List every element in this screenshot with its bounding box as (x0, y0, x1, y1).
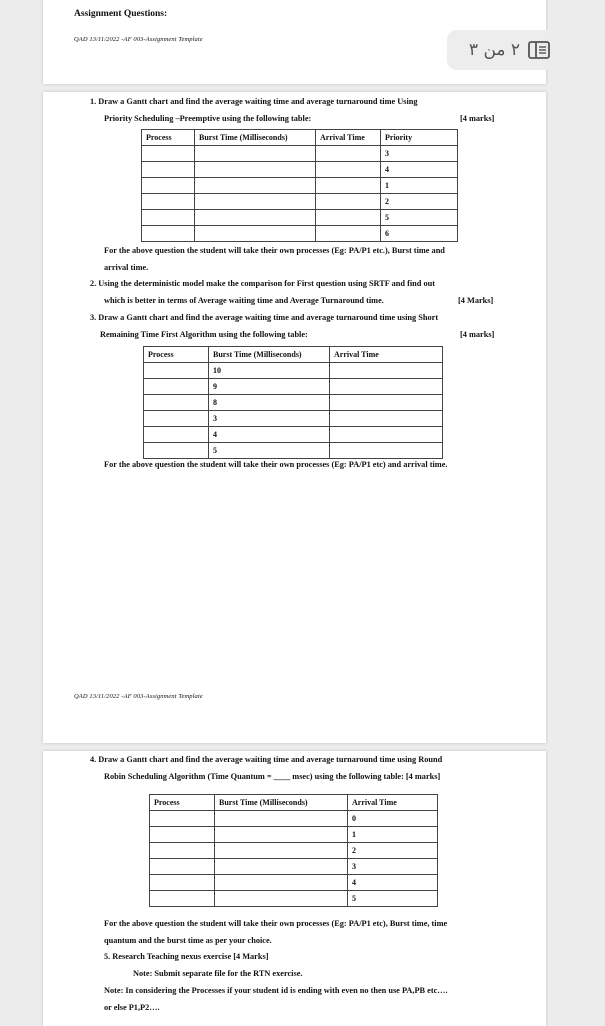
q1-note-line1: For the above question the student will take their own processes (Eg: PA/P1 etc.), Burst time and (104, 246, 445, 255)
burst-cell: 3 (209, 411, 330, 427)
q2-marks: [4 Marks] (458, 296, 494, 305)
empty-cell (330, 379, 443, 395)
burst-cell: 4 (209, 427, 330, 443)
empty-cell (330, 411, 443, 427)
empty-cell (195, 178, 316, 194)
col-header-arrival-time: Arrival Time (330, 347, 443, 363)
table-row (142, 210, 458, 226)
burst-cell: 9 (209, 379, 330, 395)
col-header-priority: Priority (381, 130, 458, 146)
empty-cell (316, 226, 381, 242)
page-view-icon (528, 41, 550, 59)
empty-cell (150, 891, 215, 907)
empty-cell (150, 811, 215, 827)
q2-text-line1: 2. Using the deterministic model make the comparison for First question using SRTF and find out (90, 279, 435, 288)
empty-cell (316, 162, 381, 178)
table-header-row (144, 347, 443, 363)
q1-table (141, 129, 458, 242)
arrival-cell: 5 (348, 891, 438, 907)
empty-cell (195, 226, 316, 242)
empty-cell (330, 363, 443, 379)
table-row (142, 194, 458, 210)
priority-cell: 4 (381, 162, 458, 178)
col-header-arrival-time: Arrival Time (316, 130, 381, 146)
table-header-row (142, 130, 458, 146)
col-header-arrival-time: Arrival Time (348, 795, 438, 811)
table-row (144, 395, 443, 411)
empty-cell (150, 875, 215, 891)
table-row (144, 427, 443, 443)
empty-cell (195, 210, 316, 226)
document-page-3 (43, 751, 546, 1026)
arrival-cell: 1 (348, 827, 438, 843)
empty-cell (330, 427, 443, 443)
empty-cell (215, 875, 348, 891)
empty-cell (144, 411, 209, 427)
empty-cell (330, 395, 443, 411)
q2-text-line2: which is better in terms of Average waiting time and Average Turnaround time. (104, 296, 384, 305)
arrival-cell: 0 (348, 811, 438, 827)
table-row (150, 859, 438, 875)
empty-cell (142, 210, 195, 226)
burst-cell: 8 (209, 395, 330, 411)
col-header-burst-time: Burst Time (Milliseconds) (195, 130, 316, 146)
table-header-row (150, 795, 438, 811)
table-row (142, 162, 458, 178)
table-row (150, 891, 438, 907)
empty-cell (195, 194, 316, 210)
q1-marks: [4 marks] (460, 114, 495, 123)
empty-cell (215, 811, 348, 827)
empty-cell (215, 891, 348, 907)
q3-text-line2: Remaining Time First Algorithm using the following table: (100, 330, 308, 339)
q1-text-line1: 1. Draw a Gantt chart and find the average waiting time and average turnaround time Using (90, 97, 418, 106)
q1-text-line2: Priority Scheduling –Preemptive using the following table: (104, 114, 312, 123)
empty-cell (142, 194, 195, 210)
empty-cell (150, 859, 215, 875)
table-row (144, 443, 443, 459)
arrival-cell: 3 (348, 859, 438, 875)
q4-text-line1: 4. Draw a Gantt chart and find the average waiting time and average turnaround time using Round (90, 755, 443, 764)
template-code: QAD 13/11/2022 -AF 003-Assignment Template (74, 36, 203, 43)
priority-cell: 3 (381, 146, 458, 162)
table-row (150, 811, 438, 827)
arrival-cell: 2 (348, 843, 438, 859)
burst-cell: 5 (209, 443, 330, 459)
empty-cell (142, 162, 195, 178)
arrival-cell: 4 (348, 875, 438, 891)
q5-note: Note: Submit separate file for the RTN exercise. (133, 969, 303, 978)
final-note-line2: or else P1,P2…. (104, 1003, 160, 1012)
empty-cell (150, 843, 215, 859)
q1-note-line2: arrival time. (104, 263, 149, 272)
q4-text-line2: Robin Scheduling Algorithm (Time Quantum = ____ msec) using the following table: [4 marks] (104, 772, 441, 781)
burst-cell: 10 (209, 363, 330, 379)
empty-cell (142, 178, 195, 194)
empty-cell (215, 843, 348, 859)
template-code-footer: QAD 13/11/2022 -AF 003-Assignment Template (74, 693, 203, 700)
table-row (142, 226, 458, 242)
q3-marks: [4 marks] (460, 330, 495, 339)
q3-text-line1: 3. Draw a Gantt chart and find the average waiting time and average turnaround time using Short (90, 313, 439, 322)
q3-note: For the above question the student will take their own processes (Eg: PA/P1 etc) and arrival time. (104, 460, 448, 469)
priority-cell: 6 (381, 226, 458, 242)
q4-note-line2: quantum and the burst time as per your choice. (104, 936, 272, 945)
q4-table (149, 794, 438, 907)
col-header-process: Process (142, 130, 195, 146)
empty-cell (215, 859, 348, 875)
page-indicator-text: ٢ من ٣ (468, 40, 521, 60)
empty-cell (144, 363, 209, 379)
empty-cell (215, 827, 348, 843)
empty-cell (316, 178, 381, 194)
table-row (144, 411, 443, 427)
col-header-burst-time: Burst Time (Milliseconds) (215, 795, 348, 811)
table-row (150, 875, 438, 891)
empty-cell (142, 226, 195, 242)
priority-cell: 2 (381, 194, 458, 210)
table-row (142, 178, 458, 194)
q4-note-line1: For the above question the student will take their own processes (Eg: PA/P1 etc), Burst time, time (104, 919, 448, 928)
empty-cell (144, 379, 209, 395)
empty-cell (144, 443, 209, 459)
q5-text: 5. Research Teaching nexus exercise [4 Marks] (104, 952, 269, 961)
table-row (150, 827, 438, 843)
empty-cell (330, 443, 443, 459)
empty-cell (195, 146, 316, 162)
empty-cell (195, 162, 316, 178)
empty-cell (144, 427, 209, 443)
assignment-heading: Assignment Questions: (74, 9, 168, 19)
empty-cell (316, 194, 381, 210)
table-row (144, 379, 443, 395)
page-indicator[interactable] (447, 30, 572, 70)
empty-cell (150, 827, 215, 843)
table-row (150, 843, 438, 859)
empty-cell (316, 146, 381, 162)
final-note-line1: Note: In considering the Processes if your student id is ending with even no then use PA,PB etc…. (104, 986, 448, 995)
col-header-burst-time: Burst Time (Milliseconds) (209, 347, 330, 363)
empty-cell (142, 146, 195, 162)
empty-cell (316, 210, 381, 226)
col-header-process: Process (144, 347, 209, 363)
empty-cell (144, 395, 209, 411)
priority-cell: 5 (381, 210, 458, 226)
table-row (142, 146, 458, 162)
table-row (144, 363, 443, 379)
col-header-process: Process (150, 795, 215, 811)
priority-cell: 1 (381, 178, 458, 194)
document-page-2 (43, 92, 546, 743)
q3-table (143, 346, 443, 459)
